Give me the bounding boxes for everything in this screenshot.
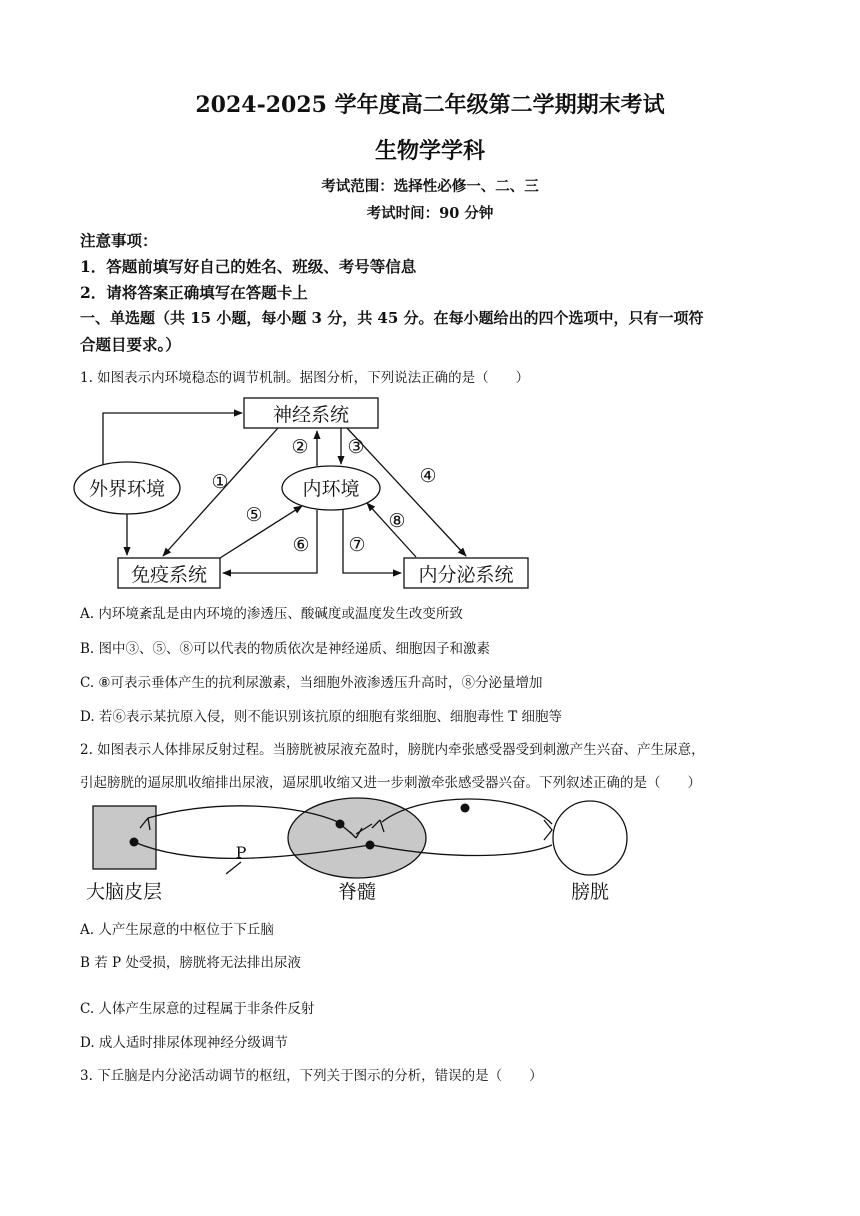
- neuron-dot: [336, 820, 345, 829]
- neuron-dot: [461, 804, 470, 813]
- bladder-circle: [553, 801, 627, 875]
- nervous-system-label: 神经系统: [272, 404, 350, 426]
- note-item: 2．请将答案正确填写在答题卡上: [80, 283, 308, 302]
- q1-option-c: C. ⑧可表示垂体产生的抗利尿激素，当细胞外液渗透压升高时，⑧分泌量增加: [80, 675, 543, 691]
- arrow-label-6: ⑥: [292, 534, 310, 556]
- neuron-dot: [366, 841, 375, 850]
- endocrine-system-label: 内分泌系统: [418, 564, 514, 586]
- arrow-label-7: ⑦: [348, 534, 366, 556]
- q1-option-a: A. 内环境紊乱是由内环境的渗透压、酸碱度或温度发生改变所致: [80, 606, 463, 622]
- question-2-stem-cont: 引起膀胱的逼尿肌收缩排出尿液，逼尿肌收缩又进一步刺激牵张感受器兴奋。下列叙述正确的是（ ）: [80, 775, 701, 791]
- p-label: P: [235, 843, 247, 862]
- immune-system-label: 免疫系统: [130, 564, 208, 586]
- q2-option-a: A. 人产生尿意的中枢位于下丘脑: [80, 922, 274, 938]
- section-heading-cont: 合题目要求。）: [80, 335, 181, 354]
- q2-option-c: C. 人体产生尿意的过程属于非条件反射: [80, 1001, 315, 1017]
- exam-scope: 考试范围：选择性必修一、二、三: [321, 178, 539, 195]
- q1-option-d: D. 若⑥表示某抗原入侵，则不能识别该抗原的细胞有浆细胞、细胞毒性 T 细胞等: [80, 709, 563, 725]
- bladder-label: 膀胱: [570, 881, 610, 903]
- arrow-label-4: ④: [419, 465, 437, 487]
- exam-title: 2024-2025 学年度高二年级第二学期期末考试: [195, 92, 665, 118]
- question-2-stem: 2. 如图表示人体排尿反射过程。当膀胱被尿液充盈时，膀胱内牵张感受器受到刺激产生兴奋、产生尿意，: [80, 742, 705, 758]
- cerebral-cortex-box: [93, 806, 156, 869]
- subject-title: 生物学学科: [374, 138, 485, 164]
- q1-option-b: B. 图中③、⑤、⑧可以代表的物质依次是神经递质、细胞因子和激素: [80, 641, 491, 657]
- internal-env-label: 内环境: [302, 478, 360, 500]
- arrow-label-5: ⑤: [245, 504, 263, 526]
- arrow-label-1: ①: [211, 471, 229, 493]
- cerebral-cortex-label: 大脑皮层: [85, 881, 163, 903]
- section-heading: 一、单选题（共 15 小题，每小题 3 分，共 45 分。在每小题给出的四个选项中，只有一项符: [80, 309, 704, 327]
- note-item: 1．答题前填写好自己的姓名、班级、考号等信息: [80, 257, 417, 276]
- q2-option-b: B 若 P 处受损，膀胱将无法排出尿液: [80, 955, 301, 971]
- notes-heading: 注意事项：: [80, 231, 158, 250]
- external-env-label: 外界环境: [88, 478, 166, 500]
- arrow-label-2: ②: [291, 436, 309, 458]
- q2-option-d: D. 成人适时排尿体现神经分级调节: [80, 1035, 288, 1051]
- neuron-dot: [130, 838, 139, 847]
- arrow-label-3: ③: [347, 436, 365, 458]
- spinal-cord-label: 脊髓: [337, 881, 377, 903]
- question-1-stem: 1. 如图表示内环境稳态的调节机制。据图分析，下列说法正确的是（ ）: [80, 370, 530, 386]
- arrow-label-8: ⑧: [388, 510, 406, 532]
- question-3-stem: 3. 下丘脑是内分泌活动调节的枢纽，下列关于图示的分析，错误的是（ ）: [80, 1068, 543, 1084]
- exam-time: 考试时间：90 分钟: [366, 205, 494, 222]
